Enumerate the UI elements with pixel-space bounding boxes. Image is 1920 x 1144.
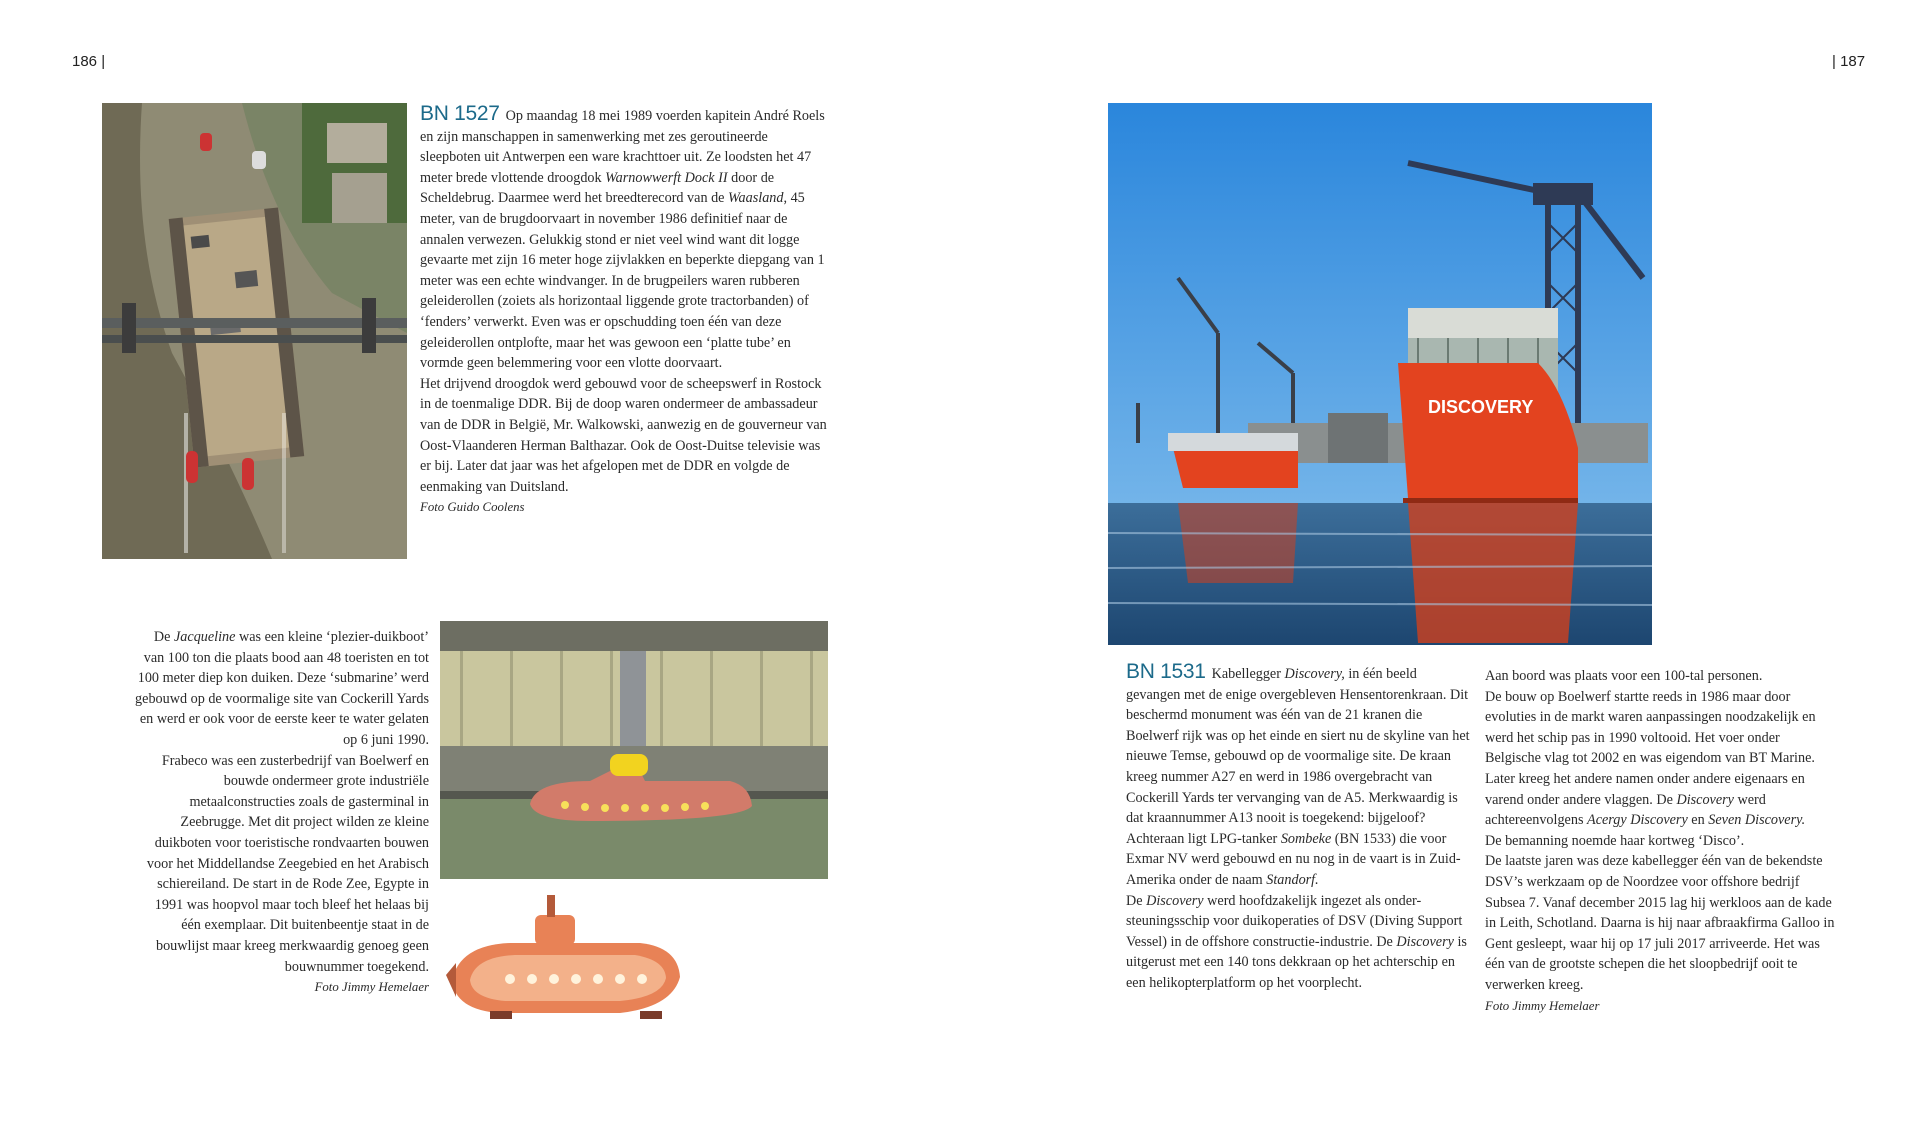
bn1531-c1-p3-a: De <box>1126 892 1147 909</box>
jacqueline-b: was een kleine ‘plezier-duikboot’ van 100 ton die plaats bood aan 48 toeristen en tot 100 meter diep kon duiken. Deze ‘submarine’ werd gebouwd op de voormalige site van Cockerill Yards en werd er ook voor de eerste keer te water gelaten op 6 juni 1990. <box>135 629 429 748</box>
page-number-right: | 187 <box>1832 53 1866 70</box>
submarine-quay-photo <box>440 621 828 879</box>
jacqueline-credit: Foto Jimmy Hemelaer <box>314 980 429 995</box>
bn1531-c1-p3-c: is uitgerust met een 140 tons dekkraan op het achterschip en een helikopterplatform op het voorplecht. <box>1126 933 1467 991</box>
bn1531-c2-p1: Aan boord was plaats voor een 100-tal personen. <box>1485 668 1763 684</box>
bn1527-label: BN 1527 <box>420 102 500 125</box>
bn1531-c1-p2-a: Achteraan ligt LPG-tanker <box>1126 830 1281 847</box>
bn1531-c2-p2-a: De bouw op Boelwerf startte reeds in 1986 maar door evoluties in de markt waren aanpassingen noodzakelijk en werd het schip pas in 1990 voltooid. Het voer onder Belgische vlag tot 2002 en was eigendom van BT Marine. Later kreeg het andere namen onder andere eigenaars en varend onder andere vlaggen. De <box>1485 688 1816 808</box>
bn1531-c1-a: Kabellegger <box>1211 666 1285 682</box>
bn1527-p1-c: , 45 meter, van de brugdoorvaart in november 1986 definitief naar de annalen verwezen. Gelukkig stond er niet veel wind want dit logge gevaarte met zijn 16 meter hoge zijvlakken en beperkte diepgang van 1 meter was een echte windvanger. In de brugpeilers waren rubberen geleiderollen (zoiets als horizontaal liggende grote tractorbanden) of ‘fenders’ verwerkt. Even was er opschudding toen één van deze geleiderollen ontplofte, maar het was gewoon een ‘platte tube’ en vormde geen belemmering voor een vlotte doorvaart. <box>420 190 825 372</box>
bn1531-column-1 <box>1126 662 1472 994</box>
bn1531-seven: Seven Discovery. <box>1708 812 1806 829</box>
bn1531-c2-p4: De laatste jaren was deze kabellegger één van de bekendste DSV’s werkzaam op de Noordzee voor offshore bedrijf Subsea 7. Vanaf december 2015 lag hij werkloos aan de kade in Leith, Schotland. Daarna is hij naar afbraakfirma Galloo in Gent gesleept, waar hij op 17 juli 2017 arriveerde. Het was één van de grootste schepen die het sloopbedrijf ooit te verwerken kreeg. <box>1485 853 1835 993</box>
jacqueline-name: Jacqueline <box>174 629 236 645</box>
bn1531-standorf: Standorf. <box>1266 871 1319 888</box>
bn1531-label: BN 1531 <box>1126 660 1206 683</box>
bn1531-credit: Foto Jimmy Hemelaer <box>1485 998 1600 1013</box>
bn1531-discovery-2: Discovery <box>1146 892 1204 909</box>
jacqueline-text <box>132 627 429 998</box>
bn1527-text <box>420 104 832 518</box>
jacqueline-p2: Frabeco was een zusterbedrijf van Boelwerf en bouwde ondermeer grote industriële metaalconstructies zoals de gasterminal in Zeebrugge. Met dit project wilden ze kleine duikboten voor toeristische rondvaarten bouwen voor het Middellandse Zeegebied en het Arabisch schiereiland. De start in de Rode Zee, Egypte in 1991 was hoopvol maar toch bleef het helaas bij één exemplaar. Dit buitenbeentje staat in de bouwlijst maar kreeg merkwaardig genoeg geen bouwnummer toegekend. <box>146 752 429 975</box>
bn1531-c1-p3-b: werd hoofdzakelijk ingezet als onder-steuningsschip voor duikoperaties of DSV (Diving Support Vessel) in de offshore constructie-industrie. De <box>1126 892 1463 950</box>
bn1527-waasland: Waasland <box>728 190 784 207</box>
page-number-left: 186 | <box>72 53 106 70</box>
jacqueline-a: De <box>153 629 174 645</box>
bn1531-c2-p2-c: en <box>1687 812 1709 829</box>
bn1531-c2-p3: De bemanning noemde haar kortweg ‘Disco’. <box>1485 832 1745 849</box>
bn1531-c2-p2-b: werd achtereenvolgens <box>1485 791 1766 829</box>
submarine-cutaway-illustration <box>440 885 685 1035</box>
bn1527-p2: Het drijvend droogdok werd gebouwd voor de scheepswerf in Rostock in de toenmalige DDR. Bij de doop waren ondermeer de ambassadeur van de DDR in België, Mr. Walkowski, aanwezig en de gouverneur van Oost-Vlaanderen Herman Balthazar. Ook de Oost-Duitse televisie was er bij. Later dat jaar was het afgelopen met de DDR en volgde de eenmaking van Duitsland. <box>420 375 827 495</box>
bn1531-c1-b: in één beeld gevangen met de enige overgebleven Hensentorenkraan. Dit beschermd monument was één van de 21 kranen die Boelwerf rijk was op het einde en siert nu de skyline van het nieuwe Temse, gebouwd op de voormalige site. De kraan kreeg nummer A27 en werd in 1986 overgebracht van Cockerill Yards ter vervanging van de A5. Merkwaardig is dat kraannummer A13 nooit is toegekend: bijgeloof? <box>1126 666 1470 827</box>
bn1527-p1-a: Op maandag 18 mei 1989 voerden kapitein André Roels en zijn manschappen in samenwerking met zes geroutineerde sleepboten uit Antwerpen een ware krachttoer uit. Ze loodsten het 47 meter brede vlottende droogdok <box>420 108 825 186</box>
bn1527-p1-b: door de Scheldebrug. Daarmee werd het breedterecord van de <box>420 169 775 207</box>
bn1531-discovery-4: Discovery <box>1676 791 1734 808</box>
bn1531-column-2 <box>1485 666 1835 1016</box>
discovery-ship-photo <box>1108 103 1652 645</box>
ship-hull-name: DISCOVERY <box>1428 397 1534 417</box>
bn1531-discovery-1: Discovery, <box>1284 666 1345 682</box>
bn1531-discovery-3: Discovery <box>1396 933 1454 950</box>
bn1527-credit: Foto Guido Coolens <box>420 500 525 515</box>
bn1531-c1-p2-b: (BN 1533) die voor Exmar NV werd gebouwd en nu nog in de vaart is in Zuid-Amerika onder de naam <box>1126 830 1461 888</box>
bn1531-sombeke: Sombeke <box>1280 830 1332 847</box>
bn1531-acergy: Acergy Discovery <box>1587 812 1688 829</box>
bn1527-dock-name: Warnowwerft Dock II <box>605 169 728 186</box>
drydock-aerial-photo <box>102 103 407 559</box>
